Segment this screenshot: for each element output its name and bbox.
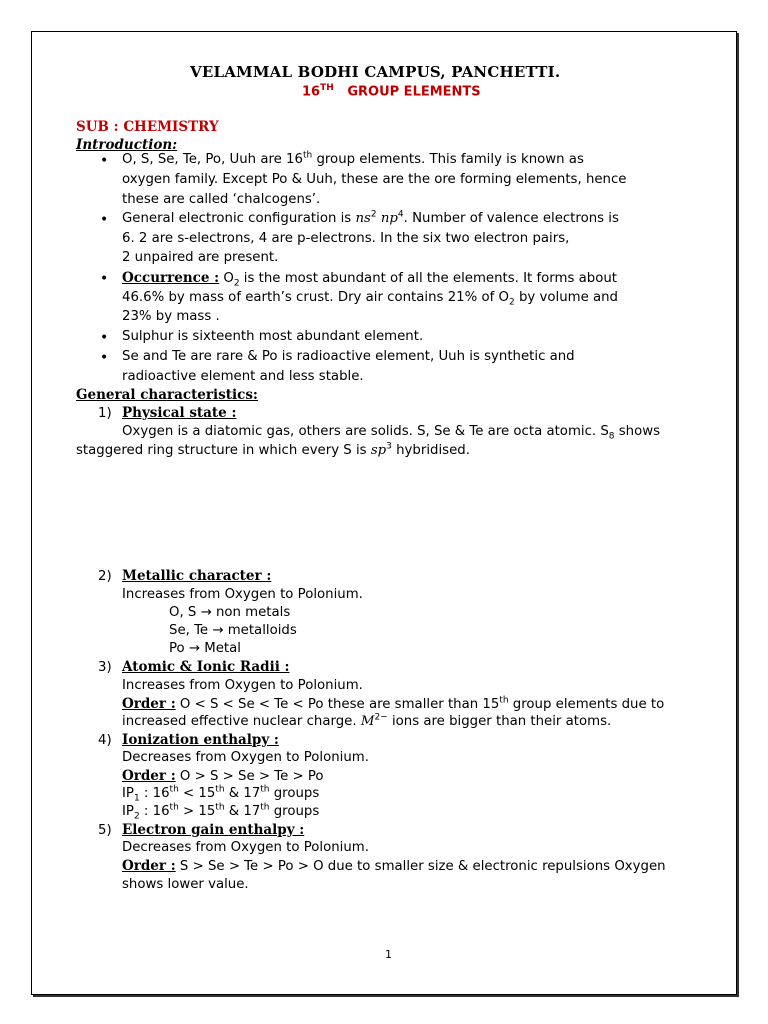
- subtitle-number: 16: [302, 84, 321, 100]
- intro-bullet-1-line-1: O, S, Se, Te, Po, Uuh are 16th group elements. This family is known as: [122, 150, 584, 167]
- document-title: VELAMMAL BODHI CAMPUS, PANCHETTI.: [190, 63, 561, 81]
- intro-bullet-3-line-2: 46.6% by mass of earth’s crust. Dry air contains 21% of $O_2$ by volume and: [122, 290, 618, 308]
- intro-bullet-3-line-3: 23% by mass .: [122, 309, 220, 324]
- atomic-ionic-radii-order: Order : O < S < Se < Te < Po these are smaller than 15th group elements due to: [122, 695, 665, 712]
- document-subtitle: [302, 83, 481, 99]
- bullet-icon: •: [100, 212, 109, 228]
- bullet-icon: •: [100, 271, 109, 287]
- ionization-enthalpy-order: Order : O > S > Se > Te > Po: [122, 768, 324, 784]
- physical-state-heading: Physical state :: [122, 405, 237, 421]
- intro-bullet-2-line-1: General electronic configuration is $ns^2$ $np^4$. Number of valence electrons is: [122, 209, 619, 226]
- list-number: 4): [98, 733, 112, 748]
- bullet-icon: •: [100, 153, 109, 169]
- electron-gain-enthalpy-heading: Electron gain enthalpy :: [122, 822, 305, 838]
- atomic-ionic-radii-heading: Atomic & Ionic Radii :: [122, 659, 290, 675]
- bullet-icon: •: [100, 330, 109, 346]
- metallic-character-line-4: Po → Metal: [169, 641, 241, 656]
- metallic-character-line-2: O, S → non metals: [169, 605, 291, 620]
- metallic-character-line-3: Se, Te → metalloids: [169, 623, 297, 638]
- intro-bullet-1-line-2: oxygen family. Except Po & Uuh, these are the ore forming elements, hence: [122, 172, 627, 187]
- intro-bullet-1-line-3: these are called ‘chalcogens’.: [122, 192, 321, 207]
- ionization-enthalpy-line-1: Decreases from Oxygen to Polonium.: [122, 750, 369, 765]
- intro-bullet-5-line-2: radioactive element and less stable.: [122, 369, 364, 384]
- intro-bullet-2-line-2: 6. 2 are s-electrons, 4 are p-electrons. In the six two electron pairs,: [122, 231, 570, 246]
- electron-gain-enthalpy-order: Order : S > Se > Te > Po > O due to smaller size & electronic repulsions Oxygen: [122, 858, 666, 874]
- physical-state-line-2: staggered ring structure in which every S is $sp^3$ hybridised.: [76, 441, 470, 458]
- intro-bullet-5-line-1: Se and Te are rare & Po is radioactive element, Uuh is synthetic and: [122, 349, 575, 364]
- metallic-character-heading: Metallic character :: [122, 568, 272, 584]
- list-number: 5): [98, 823, 112, 838]
- metallic-character-line-1: Increases from Oxygen to Polonium.: [122, 587, 363, 602]
- list-number: 3): [98, 660, 112, 675]
- list-number: 1): [98, 406, 112, 421]
- list-number: 2): [98, 569, 112, 584]
- subject-line: SUB : CHEMISTRY: [76, 119, 219, 135]
- physical-state-line-1: Oxygen is a diatomic gas, others are solids. S, Se & Te are octa atomic. $S_8$ shows: [122, 424, 661, 442]
- electron-gain-enthalpy-line-3: shows lower value.: [122, 877, 249, 892]
- page-number: 1: [385, 948, 392, 961]
- ionization-enthalpy-ip2: $IP_2$ : 16th > 15th & 17th groups: [122, 802, 320, 822]
- general-characteristics-heading: General characteristics:: [76, 387, 258, 403]
- ionization-enthalpy-ip1: $IP_1$ : 16th < 15th & 17th groups: [122, 784, 320, 804]
- introduction-heading: Introduction:: [76, 137, 178, 153]
- electron-gain-enthalpy-line-1: Decreases from Oxygen to Polonium.: [122, 840, 369, 855]
- intro-bullet-3-line-1: Occurrence : $O_2$ is the most abundant of all the elements. It forms about: [122, 270, 618, 289]
- bullet-icon: •: [100, 350, 109, 366]
- atomic-ionic-radii-line-3: increased effective nuclear charge. $M^{2-}$ ions are bigger than their atoms.: [122, 712, 612, 729]
- atomic-ionic-radii-line-1: Increases from Oxygen to Polonium.: [122, 678, 363, 693]
- intro-bullet-2-line-3: 2 unpaired are present.: [122, 250, 279, 265]
- intro-bullet-4-line-1: Sulphur is sixteenth most abundant element.: [122, 329, 424, 344]
- ionization-enthalpy-heading: Ionization enthalpy :: [122, 732, 279, 748]
- subtitle-text: GROUP ELEMENTS: [347, 84, 481, 100]
- subtitle-sup: TH: [320, 83, 334, 93]
